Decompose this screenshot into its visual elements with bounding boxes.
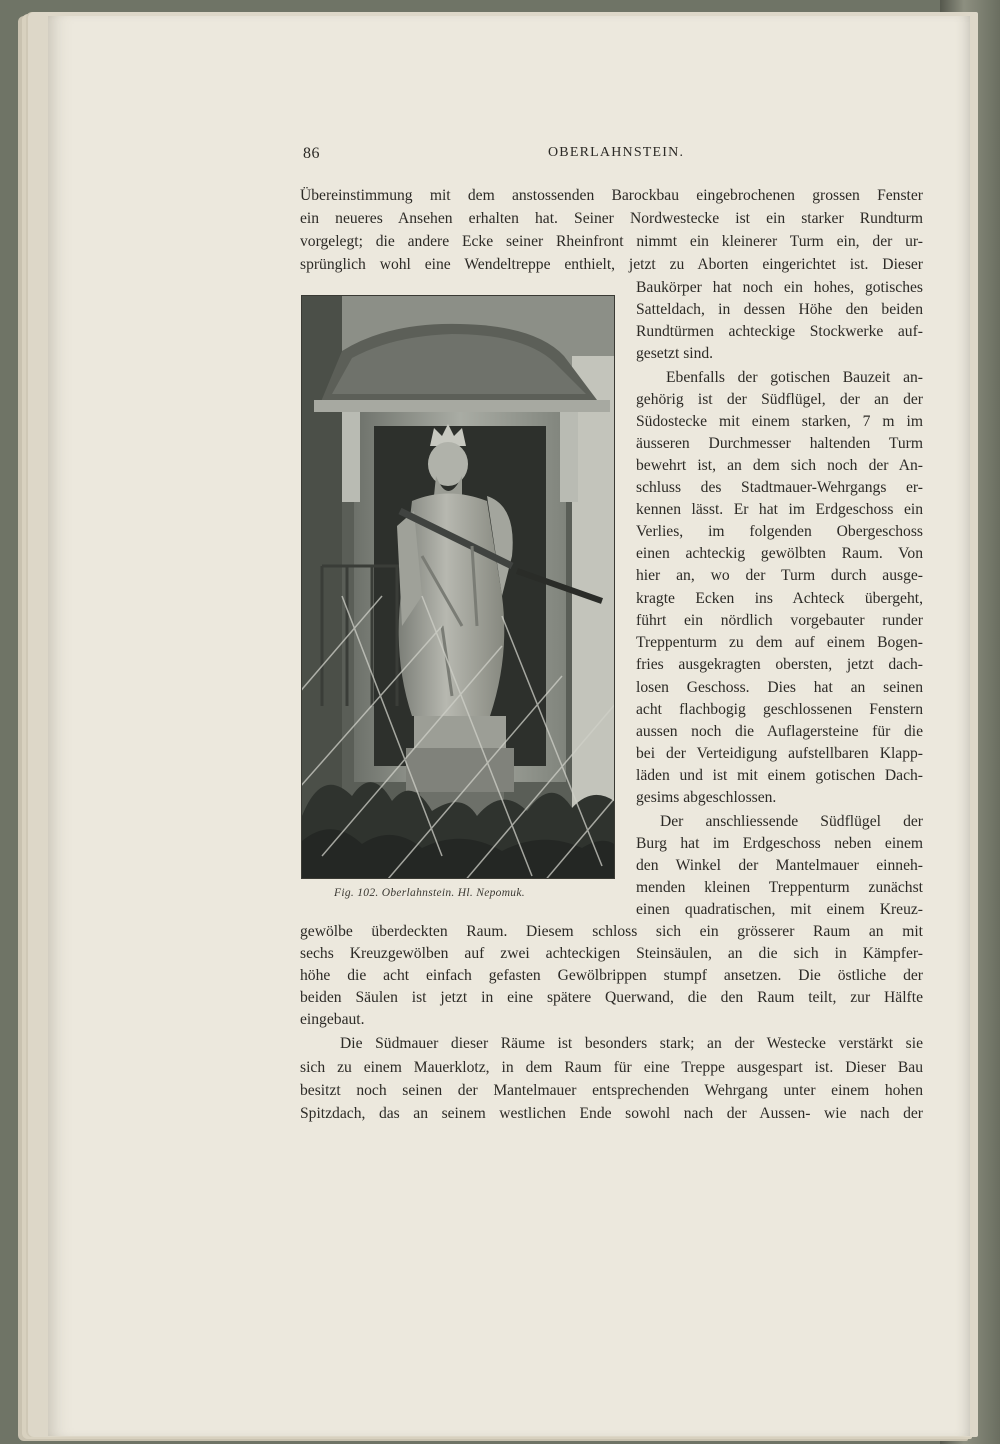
text-line: losen Geschoss. Dies hat an seinen — [636, 679, 923, 696]
text-line: ein neueres Ansehen erhalten hat. Seiner Nordwestecke ist ein starker Rundturm — [300, 210, 923, 227]
text-line: sechs Kreuzgewölben auf zwei achteckigen Steinsäulen, an die sich in Kämpfer- — [300, 945, 923, 962]
page-number: 86 — [303, 145, 320, 162]
text-line: Spitzdach, das an seinem westlichen Ende sowohl nach der Aussen- wie nach der — [300, 1105, 923, 1122]
text-line: Die Südmauer dieser Räume ist besonders stark; an der Westecke verstärkt sie — [340, 1035, 923, 1052]
text-line: den Winkel der Mantelmauer einneh- — [636, 857, 923, 874]
text-line: einen achteckig gewölbten Raum. Von — [636, 545, 923, 562]
text-line: Übereinstimmung mit dem anstossenden Barockbau eingebrochenen grossen Fenster — [300, 187, 923, 204]
text-line: bei der Verteidigung aufstellbaren Klapp- — [636, 745, 923, 762]
text-line: vorgelegt; die andere Ecke seiner Rheinfront nimmt ein kleinerer Turm ein, der ur- — [300, 233, 923, 250]
text-line: besitzt noch seinen der Mantelmauer entsprechenden Wehrgang unter einem hohen — [300, 1082, 923, 1099]
text-line: hier an, wo der Turm durch ausge- — [636, 567, 923, 584]
text-line: sprünglich wohl eine Wendeltreppe enthielt, jetzt zu Aborten eingerichtet ist. Dieser — [300, 256, 923, 273]
text-line: läden und ist mit einem gotischen Dach- — [636, 767, 923, 784]
text-line: Burg hat im Erdgeschoss neben einem — [636, 835, 923, 852]
text-line: kragte Ecken ins Achteck übergeht, — [636, 590, 923, 607]
text-line: Der anschliessende Südflügel der — [660, 813, 923, 830]
text-line: höhe die acht einfach gefasten Gewölbrippen stumpf ansetzen. Die östliche der — [300, 967, 923, 984]
text-line: acht flachbogig geschlossenen Fenstern — [636, 701, 923, 718]
text-line: gewölbe überdeckten Raum. Diesem schloss sich ein grösserer Raum an mit — [300, 923, 923, 940]
text-line: führt ein nördlich vorgebauter runder — [636, 612, 923, 629]
text-line: Baukörper hat noch ein hohes, gotisches — [636, 279, 923, 296]
statue-niche-illustration — [302, 296, 614, 878]
text-line: bewehrt ist, an dem sich noch der An- — [636, 457, 923, 474]
text-line: einen quadratischen, mit einem Kreuz- — [636, 901, 923, 918]
text-line: gehörig ist der Südflügel, der an der — [636, 391, 923, 408]
text-line: Verlies, im folgenden Obergeschoss — [636, 523, 923, 540]
text-line: gesetzt sind. — [636, 345, 714, 362]
text-line: Treppenturm zu dem auf einem Bogen- — [636, 634, 923, 651]
text-line: Südostecke mit einem starken, 7 m im — [636, 413, 923, 430]
text-line: aussen noch die Auflagersteine für die — [636, 723, 923, 740]
text-line: Ebenfalls der gotischen Bauzeit an- — [666, 369, 923, 386]
page-header — [300, 143, 920, 167]
text-line: eingebaut. — [300, 1011, 365, 1028]
text-line: fries ausgekragten obersten, jetzt dach- — [636, 656, 923, 673]
text-line: menden kleinen Treppenturm zunächst — [636, 879, 923, 896]
text-line: gesims abgeschlossen. — [636, 789, 777, 806]
text-line: Rundtürmen achteckige Stockwerke auf- — [636, 323, 923, 340]
text-line: Satteldach, in dessen Höhe den beiden — [636, 301, 923, 318]
text-line: kennen lässt. Er hat im Erdgeschoss ein — [636, 501, 923, 518]
running-title: OBERLAHNSTEIN. — [548, 145, 685, 160]
figure-caption: Fig. 102. Oberlahnstein. Hl. Nepomuk. — [334, 887, 525, 899]
text-line: sich zu einem Mauerklotz, in dem Raum für eine Treppe ausgespart ist. Dieser Bau — [300, 1059, 923, 1076]
text-line: schluss des Stadtmauer-Wehrgangs er- — [636, 479, 923, 496]
text-line: beiden Säulen ist jetzt in eine spätere Querwand, die den Raum teilt, zur Hälfte — [300, 989, 923, 1006]
figure-photo — [301, 295, 615, 879]
text-line: äusseren Durchmesser haltenden Turm — [636, 435, 923, 452]
